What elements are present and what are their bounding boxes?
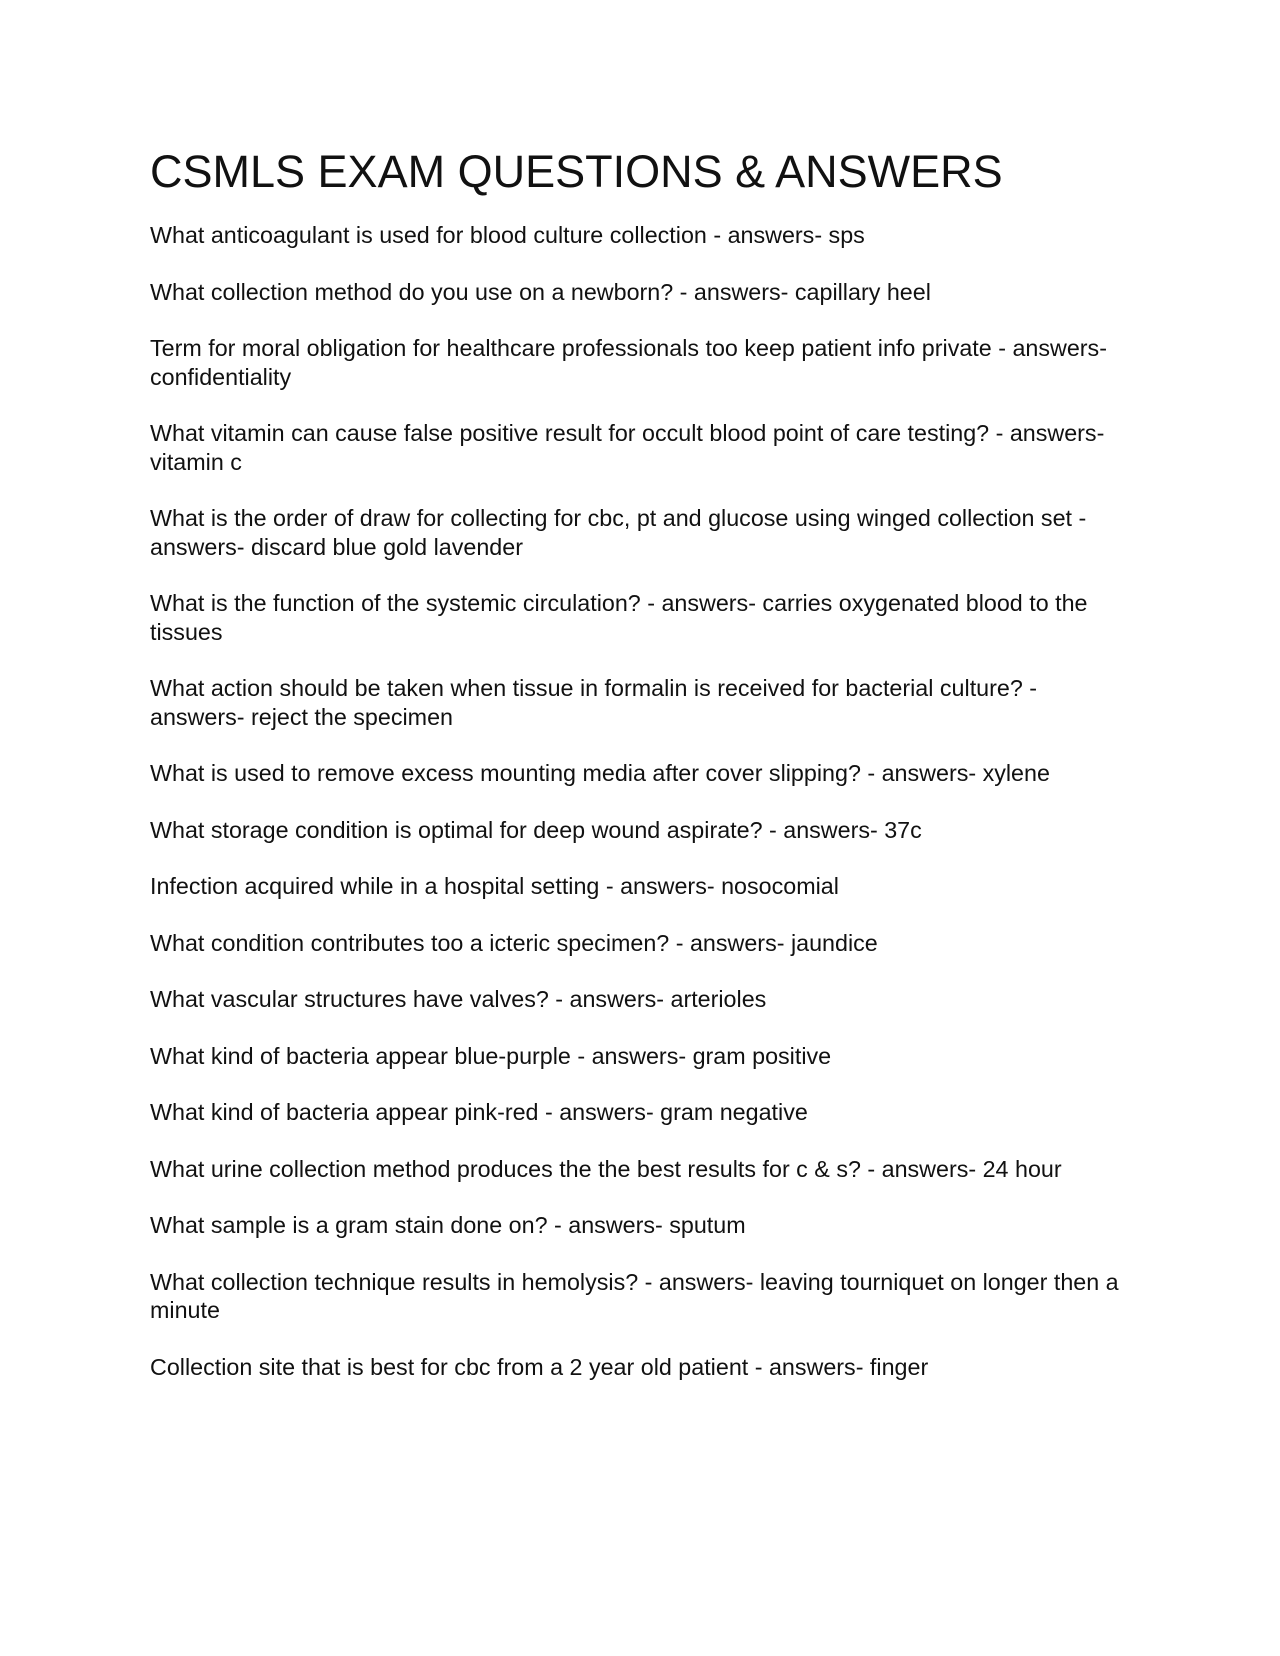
qa-item-10: Infection acquired while in a hospital setting - answers- nosocomial [150, 873, 839, 899]
page-title: CSMLS EXAM QUESTIONS & ANSWERS [150, 146, 1003, 197]
qa-item-17: What collection technique results in hemolysis? - answers- leaving tourniquet on longer then a minute [150, 1268, 1119, 1323]
qa-item-3: Term for moral obligation for healthcare professionals too keep patient info private - answers- confidentiality [150, 335, 1107, 390]
qa-item-13: What kind of bacteria appear blue-purple - answers- gram positive [150, 1042, 832, 1069]
qa-item-12: What vascular structures have valves? - answers- arterioles [150, 986, 767, 1012]
qa-item-11: What condition contributes too a icteric specimen? - answers- jaundice [150, 929, 878, 956]
qa-item-15: What urine collection method produces the the best results for c & s? - answers- 24 hour [150, 1155, 1062, 1182]
qa-item-14: What kind of bacteria appear pink-red - answers- gram negative [150, 1099, 808, 1125]
qa-item-2: What collection method do you use on a newborn? - answers- capillary heel [150, 278, 931, 305]
qa-item-5: What is the order of draw for collecting for cbc, pt and glucose using winged collection set - answers- discard blue gold lavender [150, 505, 1087, 560]
qa-item-18: Collection site that is best for cbc from a 2 year old patient - answers- finger [150, 1353, 929, 1380]
qa-item-6: What is the function of the systemic circulation? - answers- carries oxygenated blood to the tissues [150, 590, 1088, 645]
qa-item-7: What action should be taken when tissue in formalin is received for bacterial culture? - answers- reject the specimen [150, 675, 1038, 730]
qa-item-16: What sample is a gram stain done on? - answers- sputum [150, 1212, 746, 1238]
qa-item-9: What storage condition is optimal for deep wound aspirate? - answers- 37c [150, 816, 922, 843]
qa-item-4: What vitamin can cause false positive result for occult blood point of care testing? - answers- vitamin c [150, 420, 1105, 475]
qa-item-1: What anticoagulant is used for blood culture collection - answers- sps [150, 222, 865, 248]
qa-list [150, 221, 1135, 1381]
document-content [150, 146, 1135, 1409]
qa-item-8: What is used to remove excess mounting media after cover slipping? - answers- xylene [150, 760, 1050, 786]
